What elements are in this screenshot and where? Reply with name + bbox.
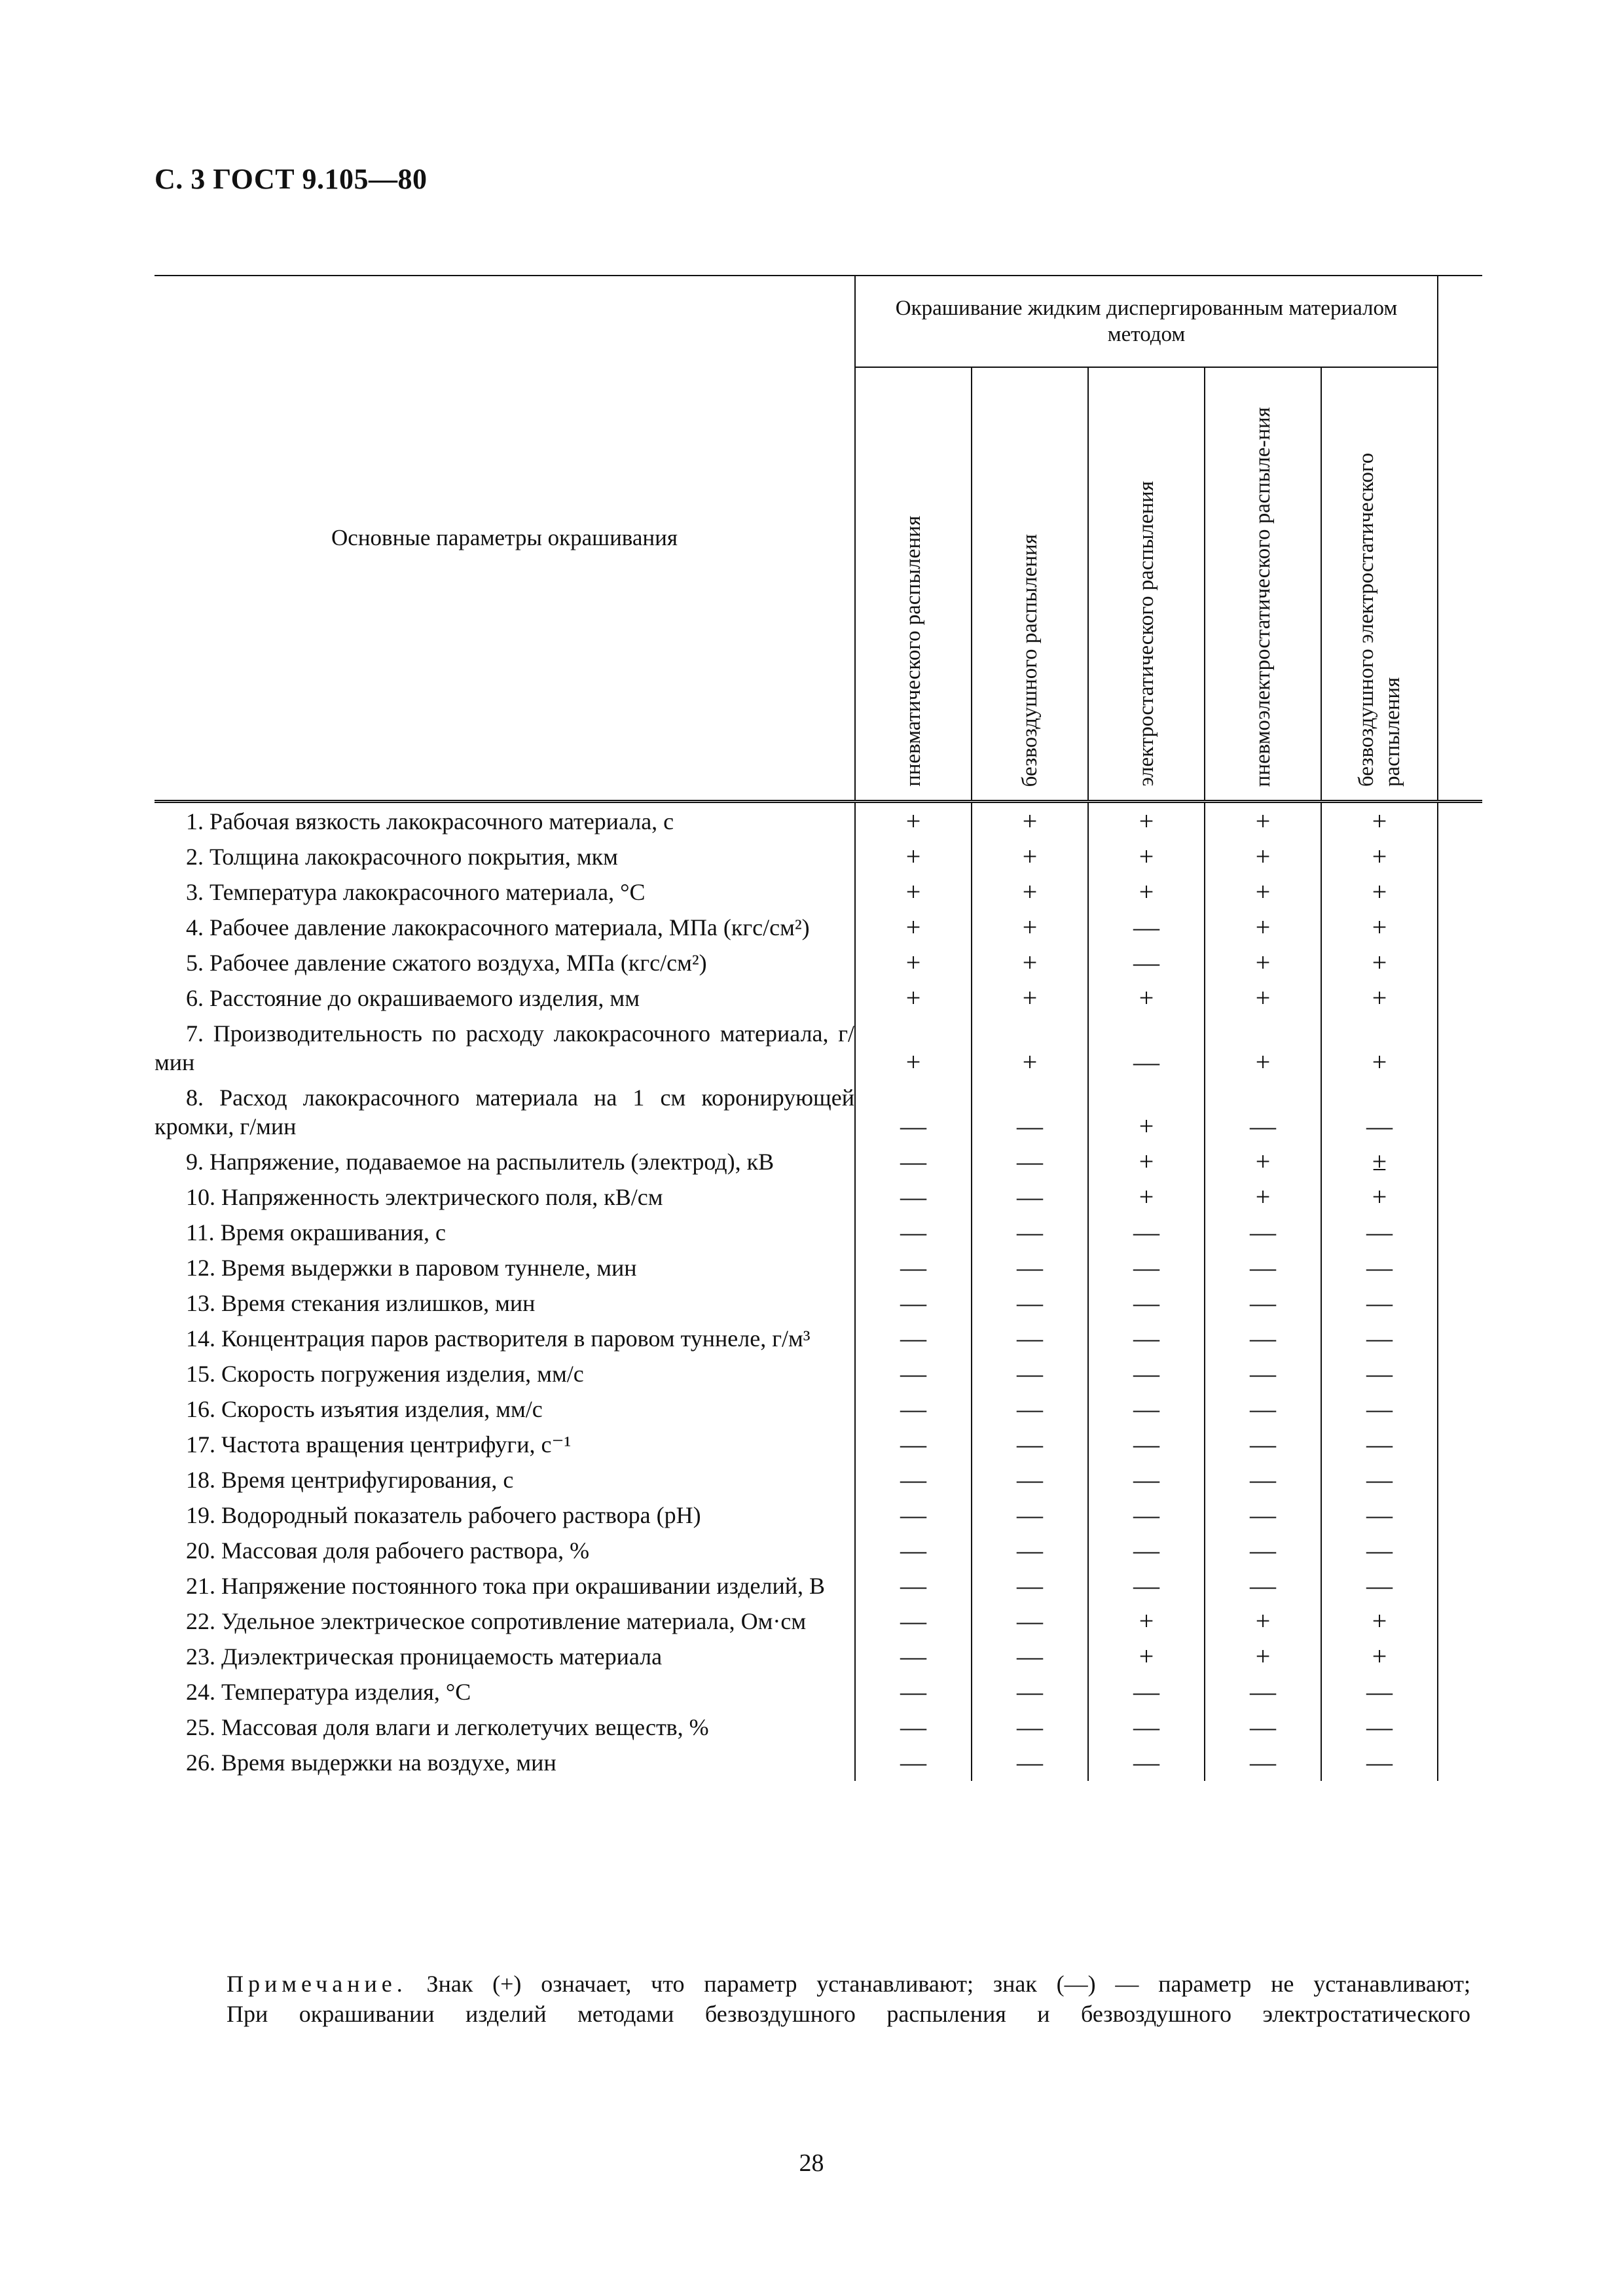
blank-cell [1438, 946, 1482, 981]
mark-cell: — [1205, 1675, 1321, 1710]
mark-cell: — [1205, 1710, 1321, 1746]
mark-cell: + [972, 910, 1088, 946]
mark-cell: — [855, 1145, 972, 1180]
parameter-cell [155, 1604, 855, 1640]
parameter-cell [155, 1746, 855, 1781]
parameter-text: Удельное электрическое сопротивление материала, Ом·см [221, 1608, 807, 1634]
blank-cell [1438, 1145, 1482, 1180]
blank-cell [1438, 1710, 1482, 1746]
parameter-number: 7. [186, 1020, 204, 1047]
table-row [155, 1675, 1482, 1710]
table-row [155, 1569, 1482, 1604]
mark-cell: — [1088, 1321, 1205, 1357]
parameter-number: 2. [186, 844, 204, 870]
parameter-text: Время выдержки в паровом туннеле, мин [221, 1255, 637, 1281]
mark-cell: + [1205, 1604, 1321, 1640]
parameter-text: Концентрация паров растворителя в паровом туннеле, г/м³ [221, 1325, 811, 1352]
parameter-text: Скорость погружения изделия, мм/с [221, 1361, 584, 1387]
parameter-number: 6. [186, 985, 204, 1011]
mark-cell: — [1205, 1215, 1321, 1251]
mark-cell: + [1205, 875, 1321, 910]
mark-cell: + [1321, 875, 1438, 910]
mark-cell: + [855, 981, 972, 1016]
blank-cell [1438, 1427, 1482, 1463]
method-header-airless: безвоздушного распыления [972, 367, 1088, 802]
parameter-cell [155, 802, 855, 840]
mark-cell: — [1088, 1215, 1205, 1251]
parameter-number: 26. [186, 1749, 215, 1776]
mark-cell: — [972, 1145, 1088, 1180]
parameter-cell [155, 1215, 855, 1251]
blank-cell [1438, 840, 1482, 875]
table-row [155, 1534, 1482, 1569]
parameter-text: Производительность по расходу лакокрасочного материала, г/мин [155, 1020, 855, 1075]
mark-cell: — [972, 1081, 1088, 1145]
mark-cell: — [855, 1498, 972, 1534]
blank-cell [1438, 1640, 1482, 1675]
parameter-cell [155, 1710, 855, 1746]
parameter-cell [155, 1463, 855, 1498]
parameter-number: 25. [186, 1714, 215, 1740]
mark-cell: + [1205, 981, 1321, 1016]
mark-cell: + [1205, 1180, 1321, 1215]
mark-cell: — [1321, 1675, 1438, 1710]
mark-cell: — [1321, 1321, 1438, 1357]
mark-cell: — [855, 1392, 972, 1427]
mark-cell: — [972, 1604, 1088, 1640]
mark-cell: — [1205, 1534, 1321, 1569]
mark-cell: — [1205, 1569, 1321, 1604]
mark-cell: — [855, 1640, 972, 1675]
mark-cell: — [1088, 1710, 1205, 1746]
mark-cell: + [1088, 875, 1205, 910]
parameter-cell [155, 1081, 855, 1145]
mark-cell: + [1321, 1180, 1438, 1215]
mark-cell: + [972, 840, 1088, 875]
mark-cell: — [972, 1286, 1088, 1321]
parameter-number: 10. [186, 1184, 215, 1210]
mark-cell: + [1088, 981, 1205, 1016]
mark-cell: — [1321, 1392, 1438, 1427]
blank-cell [1438, 1180, 1482, 1215]
mark-cell: — [855, 1463, 972, 1498]
parameter-number: 8. [186, 1085, 204, 1111]
mark-cell: + [1205, 1640, 1321, 1675]
mark-cell: + [1088, 840, 1205, 875]
mark-cell: — [1088, 1675, 1205, 1710]
table-row [155, 1427, 1482, 1463]
mark-cell: — [855, 1604, 972, 1640]
mark-cell: — [1321, 1710, 1438, 1746]
mark-cell: — [1088, 1357, 1205, 1392]
table-note [155, 1969, 1470, 2029]
mark-cell: + [1205, 1145, 1321, 1180]
mark-cell: + [972, 875, 1088, 910]
mark-cell: + [1205, 910, 1321, 946]
mark-cell: — [1321, 1569, 1438, 1604]
mark-cell: — [1088, 1463, 1205, 1498]
blank-cell [1438, 1746, 1482, 1781]
mark-cell: + [855, 910, 972, 946]
mark-cell: + [1088, 802, 1205, 840]
method-header-electrostatic: электростатического распыления [1088, 367, 1205, 802]
blank-cell [1438, 1016, 1482, 1081]
mark-cell: + [1088, 1640, 1205, 1675]
mark-cell: + [1205, 1016, 1321, 1081]
parameter-number: 1. [186, 808, 204, 834]
mark-cell: — [972, 1357, 1088, 1392]
parameter-text: Температура лакокрасочного материала, °С [210, 879, 646, 905]
mark-cell: — [1205, 1427, 1321, 1463]
blank-cell [1438, 1081, 1482, 1145]
blank-cell [1438, 981, 1482, 1016]
table-row [155, 1640, 1482, 1675]
parameter-number: 14. [186, 1325, 215, 1352]
mark-cell: — [855, 1710, 972, 1746]
parameter-cell [155, 1534, 855, 1569]
parameter-number: 4. [186, 914, 204, 941]
table-row [155, 1145, 1482, 1180]
mark-cell: — [855, 1286, 972, 1321]
mark-cell: — [972, 1392, 1088, 1427]
mark-cell: — [1205, 1081, 1321, 1145]
mark-cell: — [972, 1427, 1088, 1463]
mark-cell: — [855, 1081, 972, 1145]
mark-cell: — [972, 1251, 1088, 1286]
note-label: Примечание. [227, 1971, 407, 1997]
mark-cell: — [1321, 1534, 1438, 1569]
table-row [155, 1746, 1482, 1781]
page-number: 28 [799, 2149, 824, 2177]
mark-cell: — [1205, 1463, 1321, 1498]
method-header-pneumatic: пневматического распыления [855, 367, 972, 802]
mark-cell: — [855, 1569, 972, 1604]
table-row [155, 1392, 1482, 1427]
mark-cell: — [1088, 1286, 1205, 1321]
blank-column-header [1438, 276, 1482, 802]
mark-cell: + [855, 946, 972, 981]
mark-cell: — [855, 1534, 972, 1569]
table-row [155, 1463, 1482, 1498]
parameter-text: Скорость изъятия изделия, мм/с [221, 1396, 543, 1422]
parameter-text: Расход лакокрасочного материала на 1 см коронирующей кромки, г/мин [155, 1085, 855, 1139]
table-row [155, 1286, 1482, 1321]
parameter-number: 21. [186, 1573, 215, 1599]
note-line-2: При окрашивании изделий методами безвоздушного распыления и безвоздушного электростатического [227, 2001, 1470, 2027]
mark-cell: + [1321, 1604, 1438, 1640]
parameter-cell [155, 1180, 855, 1215]
mark-cell: + [1321, 802, 1438, 840]
mark-cell: — [855, 1357, 972, 1392]
mark-cell: — [1205, 1357, 1321, 1392]
table-row [155, 946, 1482, 981]
mark-cell: — [1205, 1321, 1321, 1357]
parameter-cell [155, 1675, 855, 1710]
blank-cell [1438, 1251, 1482, 1286]
blank-cell [1438, 1534, 1482, 1569]
mark-cell: — [972, 1215, 1088, 1251]
mark-cell: — [1088, 946, 1205, 981]
mark-cell: + [1088, 1081, 1205, 1145]
mark-cell: — [855, 1180, 972, 1215]
table-row [155, 1016, 1482, 1081]
method-header-pneumo-electrostatic: пневмоэлектростатического распыле-ния [1205, 367, 1321, 802]
parameter-number: 12. [186, 1255, 215, 1281]
table-row [155, 1215, 1482, 1251]
parameter-cell [155, 1392, 855, 1427]
blank-cell [1438, 802, 1482, 840]
parameter-cell [155, 1569, 855, 1604]
mark-cell: — [1088, 1746, 1205, 1781]
parameter-text: Расстояние до окрашиваемого изделия, мм [210, 985, 640, 1011]
blank-cell [1438, 1321, 1482, 1357]
method-group-header: Окрашивание жидким диспергированным материалом методом [855, 276, 1438, 367]
mark-cell: + [855, 840, 972, 875]
parameter-cell [155, 1498, 855, 1534]
mark-cell: — [1205, 1498, 1321, 1534]
parameters-table [155, 275, 1482, 1781]
mark-cell: + [972, 802, 1088, 840]
mark-cell: + [1205, 840, 1321, 875]
mark-cell: — [1321, 1463, 1438, 1498]
table-row [155, 981, 1482, 1016]
mark-cell: — [972, 1675, 1088, 1710]
table-row [155, 1180, 1482, 1215]
mark-cell: — [972, 1463, 1088, 1498]
parameter-cell [155, 1640, 855, 1675]
parameter-number: 24. [186, 1679, 215, 1705]
mark-cell: — [1321, 1286, 1438, 1321]
parameter-text: Время окрашивания, с [220, 1219, 447, 1246]
mark-cell: — [972, 1498, 1088, 1534]
parameter-text: Время центрифугирования, с [221, 1467, 514, 1493]
table-row [155, 1357, 1482, 1392]
parameter-text: Диэлектрическая проницаемость материала [221, 1643, 663, 1670]
mark-cell: — [855, 1427, 972, 1463]
parameter-cell [155, 840, 855, 875]
mark-cell: — [1205, 1251, 1321, 1286]
parameter-number: 19. [186, 1502, 215, 1528]
parameter-number: 17. [186, 1431, 215, 1458]
mark-cell: — [972, 1640, 1088, 1675]
parameter-text: Температура изделия, °С [221, 1679, 471, 1705]
blank-cell [1438, 1357, 1482, 1392]
mark-cell: — [1088, 1016, 1205, 1081]
mark-cell: — [1088, 1569, 1205, 1604]
table-row [155, 1081, 1482, 1145]
blank-cell [1438, 1569, 1482, 1604]
mark-cell: — [1321, 1081, 1438, 1145]
method-header-airless-electrostatic: безвоздушного электростатического распыления [1321, 367, 1438, 802]
mark-cell: — [1321, 1215, 1438, 1251]
mark-cell: — [972, 1534, 1088, 1569]
mark-cell: — [972, 1746, 1088, 1781]
parameter-number: 11. [186, 1219, 215, 1246]
mark-cell: + [855, 1016, 972, 1081]
mark-cell: + [1321, 946, 1438, 981]
mark-cell: — [1321, 1251, 1438, 1286]
parameter-cell [155, 1286, 855, 1321]
mark-cell: — [1088, 1392, 1205, 1427]
mark-cell: + [1321, 1016, 1438, 1081]
parameter-cell [155, 1427, 855, 1463]
note-line-1: Знак (+) означает, что параметр устанавливают; знак (—) — параметр не устанавливают; [426, 1971, 1471, 1997]
parameter-number: 20. [186, 1537, 215, 1564]
parameter-text: Толщина лакокрасочного покрытия, мкм [210, 844, 618, 870]
mark-cell: + [1205, 802, 1321, 840]
parameter-number: 16. [186, 1396, 215, 1422]
parameter-text: Время выдержки на воздухе, мин [221, 1749, 556, 1776]
mark-cell: + [1321, 910, 1438, 946]
mark-cell: — [1088, 1251, 1205, 1286]
blank-cell [1438, 1498, 1482, 1534]
mark-cell: — [1321, 1746, 1438, 1781]
parameter-cell [155, 981, 855, 1016]
mark-cell: — [855, 1321, 972, 1357]
mark-cell: + [855, 875, 972, 910]
table-row [155, 840, 1482, 875]
parameter-cell [155, 910, 855, 946]
blank-cell [1438, 1215, 1482, 1251]
mark-cell: — [1321, 1498, 1438, 1534]
mark-cell: + [855, 802, 972, 840]
table-row [155, 1604, 1482, 1640]
mark-cell: — [1088, 1534, 1205, 1569]
parameter-text: Массовая доля влаги и легколетучих веществ, % [221, 1714, 709, 1740]
mark-cell: + [972, 946, 1088, 981]
mark-cell: + [1321, 840, 1438, 875]
parameter-text: Время стекания излишков, мин [221, 1290, 536, 1316]
parameter-cell [155, 1016, 855, 1081]
mark-cell: — [1205, 1286, 1321, 1321]
blank-cell [1438, 875, 1482, 910]
parameter-cell [155, 1357, 855, 1392]
mark-cell: — [855, 1675, 972, 1710]
table-row [155, 1321, 1482, 1357]
mark-cell: — [1088, 1427, 1205, 1463]
mark-cell: — [1321, 1427, 1438, 1463]
parameter-text: Напряженность электрического поля, кВ/см [221, 1184, 663, 1210]
mark-cell: — [1088, 1498, 1205, 1534]
mark-cell: — [855, 1215, 972, 1251]
blank-cell [1438, 1604, 1482, 1640]
blank-cell [1438, 1392, 1482, 1427]
parameter-number: 22. [186, 1608, 215, 1634]
mark-cell: ± [1321, 1145, 1438, 1180]
parameter-number: 5. [186, 950, 204, 976]
parameter-number: 18. [186, 1467, 215, 1493]
parameter-cell [155, 875, 855, 910]
mark-cell: + [972, 1016, 1088, 1081]
parameter-number: 13. [186, 1290, 215, 1316]
mark-cell: — [972, 1569, 1088, 1604]
parameter-number: 3. [186, 879, 204, 905]
blank-cell [1438, 1286, 1482, 1321]
parameter-number: 15. [186, 1361, 215, 1387]
parameter-number: 23. [186, 1643, 215, 1670]
table-row [155, 1251, 1482, 1286]
mark-cell: + [1205, 946, 1321, 981]
running-head: С. 3 ГОСТ 9.105—80 [155, 163, 428, 195]
parameter-cell [155, 1145, 855, 1180]
mark-cell: — [855, 1251, 972, 1286]
parameter-text: Напряжение, подаваемое на распылитель (электрод), кВ [210, 1149, 775, 1175]
table-row [155, 1498, 1482, 1534]
parameter-text: Водородный показатель рабочего раствора (pH) [221, 1502, 701, 1528]
parameter-text: Рабочая вязкость лакокрасочного материала, с [210, 808, 674, 834]
param-column-header: Основные параметры окрашивания [155, 276, 855, 802]
parameter-text: Рабочее давление сжатого воздуха, МПа (кгс/см²) [210, 950, 707, 976]
table-row [155, 802, 1482, 840]
mark-cell: — [972, 1180, 1088, 1215]
mark-cell: — [972, 1321, 1088, 1357]
parameter-number: 9. [186, 1149, 204, 1175]
parameter-cell [155, 1251, 855, 1286]
mark-cell: + [1088, 1145, 1205, 1180]
blank-cell [1438, 1463, 1482, 1498]
mark-cell: + [972, 981, 1088, 1016]
parameter-text: Массовая доля рабочего раствора, % [221, 1537, 590, 1564]
parameter-text: Рабочее давление лакокрасочного материала, МПа (кгс/см²) [210, 914, 810, 941]
table-row [155, 875, 1482, 910]
mark-cell: — [1321, 1357, 1438, 1392]
mark-cell: — [1205, 1746, 1321, 1781]
parameter-cell [155, 946, 855, 981]
parameter-text: Частота вращения центрифуги, с⁻¹ [221, 1431, 572, 1458]
mark-cell: + [1088, 1604, 1205, 1640]
blank-cell [1438, 1675, 1482, 1710]
mark-cell: — [1205, 1392, 1321, 1427]
mark-cell: + [1321, 1640, 1438, 1675]
parameter-cell [155, 1321, 855, 1357]
mark-cell: — [855, 1746, 972, 1781]
mark-cell: — [1088, 910, 1205, 946]
mark-cell: + [1088, 1180, 1205, 1215]
parameter-text: Напряжение постоянного тока при окрашивании изделий, В [221, 1573, 825, 1599]
mark-cell: + [1321, 981, 1438, 1016]
mark-cell: — [972, 1710, 1088, 1746]
table-row [155, 910, 1482, 946]
blank-cell [1438, 910, 1482, 946]
table-row [155, 1710, 1482, 1746]
